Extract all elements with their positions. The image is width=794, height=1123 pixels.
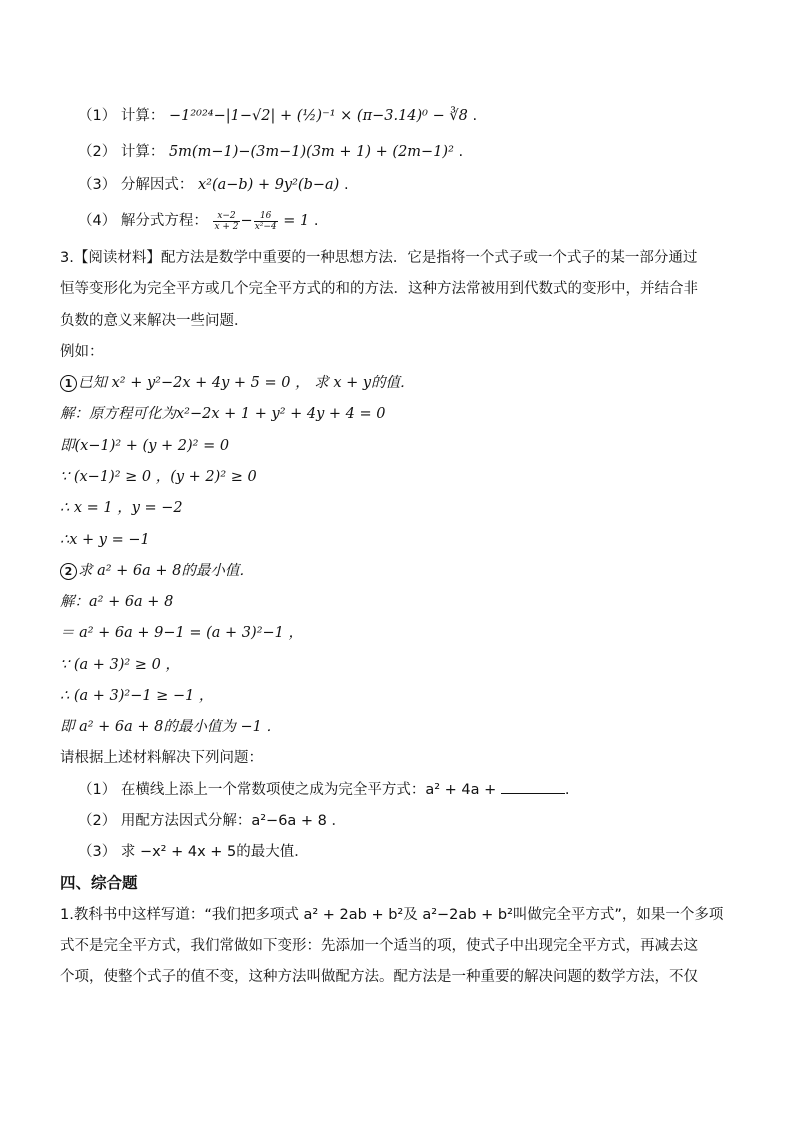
item-end: . (564, 782, 570, 798)
solution-line: ∵ (x−1)² ≥ 0 ，(y + 2)² ≥ 0 (60, 469, 257, 485)
math-expression: x²(a−b) + 9y²(b−a) (197, 177, 340, 193)
fraction (254, 211, 278, 232)
circled-number-icon: 1 (60, 375, 77, 392)
item-label: 分解因式： (120, 177, 194, 193)
paragraph-line: 式不是完全平方式，我们常做如下变形：先添加一个适当的项，使式子中出现完全平方式，再减去这 (60, 938, 698, 954)
fraction (213, 211, 239, 232)
item-end: . (343, 177, 349, 193)
math-expression: 5m(m−1)−(3m−1)(3m + 1) + (2m−1)² (168, 144, 454, 160)
item-text: 用配方法因式分解：a²−6a + 8 ． (120, 813, 347, 829)
solution-line: 解：原方程可化为x²−2x + 1 + y² + 4y + 4 = 0 (60, 406, 386, 422)
item-end: . (458, 144, 464, 160)
q3-intro-line: 3.【阅读材料】配方法是数学中重要的一种思想方法．它是指将一个式子或一个式子的某一部分通过 (60, 250, 698, 266)
sub-question-1 (78, 779, 746, 800)
problem-2-2 (78, 142, 746, 162)
solution-line: 解：a² + 6a + 8 (60, 594, 174, 610)
item-index: （2） (78, 144, 117, 160)
solution-line: 即(x−1)² + (y + 2)² = 0 (60, 438, 230, 454)
item-index: （1） (78, 108, 117, 124)
example-2 (60, 561, 746, 581)
denominator: x²−4 (254, 221, 277, 232)
item-index: （1） (78, 782, 117, 798)
math-expression: −1²⁰²⁴−|1−√2| + (½)⁻¹ × (π−3.14)⁰ − ∛8 (168, 108, 468, 124)
problem-2-4 (78, 208, 746, 234)
item-label: 计算： (120, 144, 165, 160)
example-1 (60, 373, 746, 393)
item-label: 解分式方程： (120, 213, 208, 229)
q3-intro-line: 负数的意义来解决一些问题． (60, 313, 249, 329)
paragraph-line: 个项，使整个式子的值不变，这种方法叫做配方法。配方法是一种重要的解决问题的数学方法，不仅 (60, 969, 698, 985)
section-heading: 四、综合题 (60, 874, 138, 892)
sub-question-2 (78, 811, 746, 831)
example-text: 已知 x² + y²−2x + 4y + 5 = 0 ， 求 x + y的值． (78, 375, 415, 391)
item-text: 在横线上添上一个常数项使之成为完全平方式：a² + 4a + (120, 782, 497, 798)
problem-2-1 (78, 106, 746, 126)
item-end: . (472, 108, 478, 124)
solution-line: ∴ (a + 3)²−1 ≥ −1 ， (60, 688, 214, 704)
minus-sign: − (240, 213, 253, 229)
prompt-text: 请根据上述材料解决下列问题： (60, 750, 263, 766)
paragraph-line: 1.教科书中这样写道：“我们把多项式 a² + 2ab + b²及 a²−2ab + b²叫做完全平方式”，如果一个多项 (60, 907, 724, 923)
example-label: 例如： (60, 344, 104, 360)
problem-2-3 (78, 175, 746, 195)
item-index: （3） (78, 177, 117, 193)
example-text: 求 a² + 6a + 8的最小值． (78, 563, 254, 579)
circled-number-icon: 2 (60, 563, 77, 580)
item-label: 计算： (120, 108, 165, 124)
item-index: （2） (78, 813, 117, 829)
sub-question-3 (78, 842, 746, 862)
q3-intro-line: 恒等变形化为完全平方或几个完全平方式的和的方法．这种方法常被用到代数式的变形中，并结合非 (60, 281, 698, 297)
item-text: 求 −x² + 4x + 5的最大值． (120, 844, 309, 860)
solution-line: ∴ x = 1 ，y = −2 (60, 500, 183, 516)
item-end: . (313, 213, 319, 229)
solution-line: ∵ (a + 3)² ≥ 0 ， (60, 657, 180, 673)
solution-line: ∴x + y = −1 (60, 532, 150, 548)
answer-blank[interactable] (501, 779, 565, 794)
numerator: x−2 (213, 211, 239, 222)
equation-rhs: = 1 (283, 213, 310, 229)
numerator: 16 (254, 211, 278, 222)
item-index: （4） (78, 213, 117, 229)
solution-line: 即 a² + 6a + 8的最小值为 −1 ． (60, 719, 281, 735)
solution-line: ＝ a² + 6a + 9−1 = (a + 3)²−1 ， (60, 625, 303, 641)
item-index: （3） (78, 844, 117, 860)
denominator: x + 2 (214, 221, 239, 232)
